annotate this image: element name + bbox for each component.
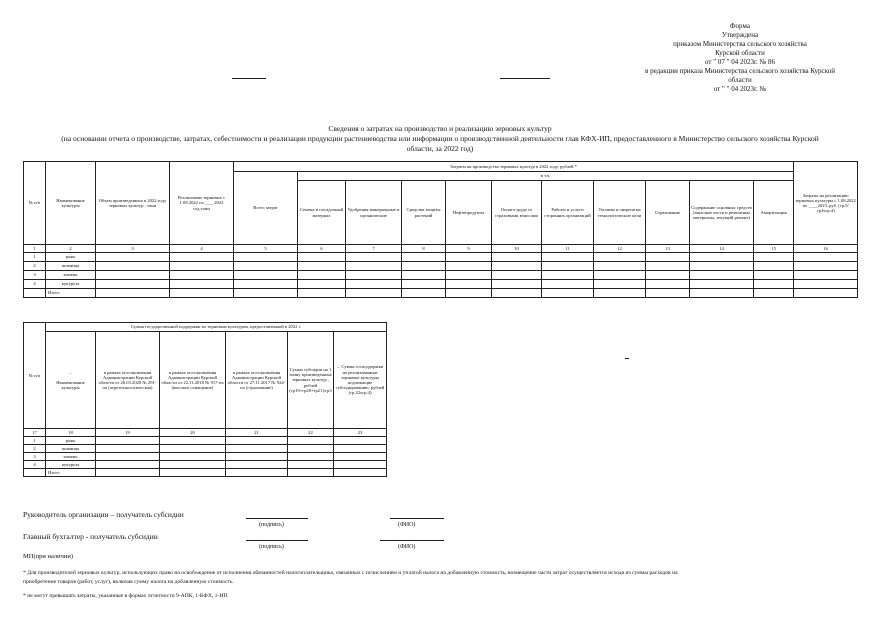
header-underline-left	[232, 78, 266, 79]
t2-dash: ...	[68, 369, 73, 375]
row-crop: ячмень	[46, 271, 96, 280]
total-label: Итого	[46, 289, 96, 298]
col-seeds-header: Семена и посадочный материал	[298, 181, 346, 245]
row-num: 2	[24, 445, 46, 453]
row-num: 4	[24, 280, 46, 289]
header-edition-date: от " " 04 2023г. №	[713, 85, 767, 93]
colnum: 12	[594, 245, 646, 253]
colnum: 14	[690, 245, 754, 253]
colnum: 19	[96, 429, 160, 437]
t2-c23-dash: ...	[336, 364, 341, 370]
support-table	[23, 322, 387, 477]
colnum: 5	[234, 245, 298, 253]
row-crop: ячмень	[46, 453, 96, 461]
footnote-vat-line-2: приобретение товаров (работ, услуг), включая сумму налога на добавленную стоимость.	[23, 579, 234, 585]
t2-col23-header	[334, 332, 387, 429]
col-name-header: Наименование культуры	[46, 162, 96, 245]
table-row	[24, 461, 387, 469]
t2-c23-label: Сумма господдержки на реализованные зерновые культуры подлежащие субсидированию, рублей (гр.22хгр.4)	[335, 364, 385, 396]
t2-col20-header: в рамках постановления Администрации Курской области от 22.11.2018 № 917-па (высокое оснащение)	[160, 332, 226, 429]
colnum: 22	[288, 429, 334, 437]
column-numbers-row	[24, 245, 858, 253]
table-row	[24, 271, 858, 280]
col-fertilizers-header: Удобрения минеральные и органические	[346, 181, 402, 245]
colnum: 7	[346, 245, 402, 253]
head-sign-line	[246, 518, 308, 519]
header-edition-region: области	[728, 76, 752, 84]
col-num-header: № п/п	[24, 162, 46, 245]
colnum: 4	[170, 245, 234, 253]
head-sign-caption: (подпись)	[259, 522, 284, 528]
col-plant-protection-header: Средства защиты растений	[402, 181, 446, 245]
row-num: 3	[24, 453, 46, 461]
accountant-fio-caption: (ФИО)	[398, 544, 416, 550]
title-line-2: (на основании отчета о производстве, затратах, себестоимости и реализации продукции растениеводства или информации о производственной деятельности глав КФХ-ИП, предоставленного в Министерство сельского хозяйства Курской	[61, 134, 819, 143]
header-date: от " 07 " 04 2023г. № 86	[705, 58, 775, 66]
row-num: 1	[24, 437, 46, 445]
row-crop: кукуруза	[46, 461, 96, 469]
accountant-sign-caption: (подпись)	[259, 544, 284, 550]
row-num: 3	[24, 271, 46, 280]
footnote-vat	[23, 569, 857, 587]
colnum: 2	[46, 245, 96, 253]
col-insurance-header: Страхование	[646, 181, 690, 245]
accountant-fio-line	[380, 540, 444, 541]
head-signature-label: Руководитель организации – получатель субсидии	[23, 510, 184, 519]
t2-support-header: Сумма государственной поддержки по зерновым культурам, предоставленной в 2022 г.	[46, 323, 387, 332]
col-maintenance-header: Содержание основных средств (запасные части и ремонтные материалы, текущий ремонт)	[690, 181, 754, 245]
colnum: 20	[160, 429, 226, 437]
colnum: 11	[542, 245, 594, 253]
row-crop: рожь	[46, 437, 96, 445]
t2-col22-header: Сумма субсидии на 1 тонну произведенных зерновых культур , рублей (гр19+гр20+гр21)/гр3	[288, 332, 334, 429]
total-row	[24, 469, 387, 477]
table-row	[24, 453, 387, 461]
footnote-limit: * не могут превышать затраты, указанные в формах отчетности 9-АПК, 1-КФХ, 1-ИП	[23, 593, 228, 599]
header-underline-mid	[500, 78, 550, 79]
colnum: 23	[334, 429, 387, 437]
colnum: 9	[446, 245, 492, 253]
t2-col-name-header	[46, 332, 96, 429]
colnum: 15	[754, 245, 794, 253]
approval-header	[600, 22, 879, 94]
header-order: приказом Министерства сельского хозяйства	[673, 40, 807, 48]
header-form: Форма	[730, 22, 750, 30]
col-costs-header: Затраты на производство зерновых культур в 2022 году, рублей *	[234, 162, 794, 172]
document-title	[20, 124, 860, 154]
table-row	[24, 445, 387, 453]
col-amortization-header: Амортизация	[754, 181, 794, 245]
colnum: 18	[46, 429, 96, 437]
t2-column-numbers-row	[24, 429, 387, 437]
colnum: 3	[96, 245, 170, 253]
row-crop: кукуруза	[46, 280, 96, 289]
t2-col21-header: в рамках постановления Администрации Курской области от 27.11.2017 № 924- па (страхование)	[226, 332, 288, 429]
header-approved: Утверждена	[721, 31, 759, 39]
colnum: 8	[402, 245, 446, 253]
table-row	[24, 280, 858, 289]
table-row	[24, 437, 387, 445]
row-crop: рожь	[46, 253, 96, 262]
row-num: 1	[24, 253, 46, 262]
colnum: 6	[298, 245, 346, 253]
col-fuel-header: Нефтепродукты	[446, 181, 492, 245]
stamp-label: МП(при наличии)	[23, 553, 74, 560]
colnum: 16	[794, 245, 858, 253]
col-sales-costs-header: Затраты на реализацию зерновых культуры с 1.08.2022 по ____2023, руб. (гр.5/гр3хгр.4)	[794, 162, 858, 245]
col-including-header: в т.ч.	[298, 172, 794, 181]
row-num: 4	[24, 461, 46, 469]
footnote-vat-line-1: * Для производителей зерновых культур, использующих право на освобождение от исполнения обязанностей налогоплательщика, связанных с исчислением и уплатой налога на добавленную стоимость, возмещение части затрат осуществляется исходя из суммы расходов на	[23, 570, 678, 576]
col-total-costs-header: Всего затрат	[234, 172, 298, 245]
t2-col-num-header: № п/п	[24, 323, 46, 429]
col-services-header: Работы и услуги сторонних организаций	[542, 181, 594, 245]
stray-dash	[625, 358, 629, 359]
col-volume-header: Объем произведенных в 2022 году зерновых культур , тонн	[96, 162, 170, 245]
t2-name-label: Наименование культуры	[56, 380, 85, 391]
accountant-sign-line	[246, 540, 308, 541]
table-row	[24, 253, 858, 262]
col-energy-header: Топливо и энергия на технологические цели	[594, 181, 646, 245]
colnum: 13	[646, 245, 690, 253]
costs-table	[23, 161, 858, 298]
colnum: 17	[24, 429, 46, 437]
title-line-1: Сведения о затратах на производство и реализацию зерновых культур	[328, 124, 552, 133]
colnum: 1	[24, 245, 46, 253]
total-label: Итого	[46, 469, 96, 477]
title-line-3: области, за 2022 год)	[406, 144, 474, 153]
total-row	[24, 289, 858, 298]
row-num: 2	[24, 262, 46, 271]
head-fio-caption: (ФИО)	[398, 522, 416, 528]
head-fio-line	[390, 518, 444, 519]
header-region: Курской области	[715, 49, 765, 57]
accountant-signature-label: Главный бухгалтер - получатель субсидии	[23, 532, 158, 541]
col-labor-header: Оплата труда со страховыми взносами	[492, 181, 542, 245]
header-edition: в редакции приказа Министерства сельского хозяйства Курской	[645, 67, 835, 75]
colnum: 21	[226, 429, 288, 437]
col-sold-header: Реализовано зерновых с 1.08.2022 по ____2023 год,тонн	[170, 162, 234, 245]
table-row	[24, 262, 858, 271]
row-crop: пшеница	[46, 262, 96, 271]
row-crop: пшеница	[46, 445, 96, 453]
t2-col19-header: в рамках постановления Администрации Курской области от 26.03.2020 № 291- па (агротехнологическая)	[96, 332, 160, 429]
colnum: 10	[492, 245, 542, 253]
